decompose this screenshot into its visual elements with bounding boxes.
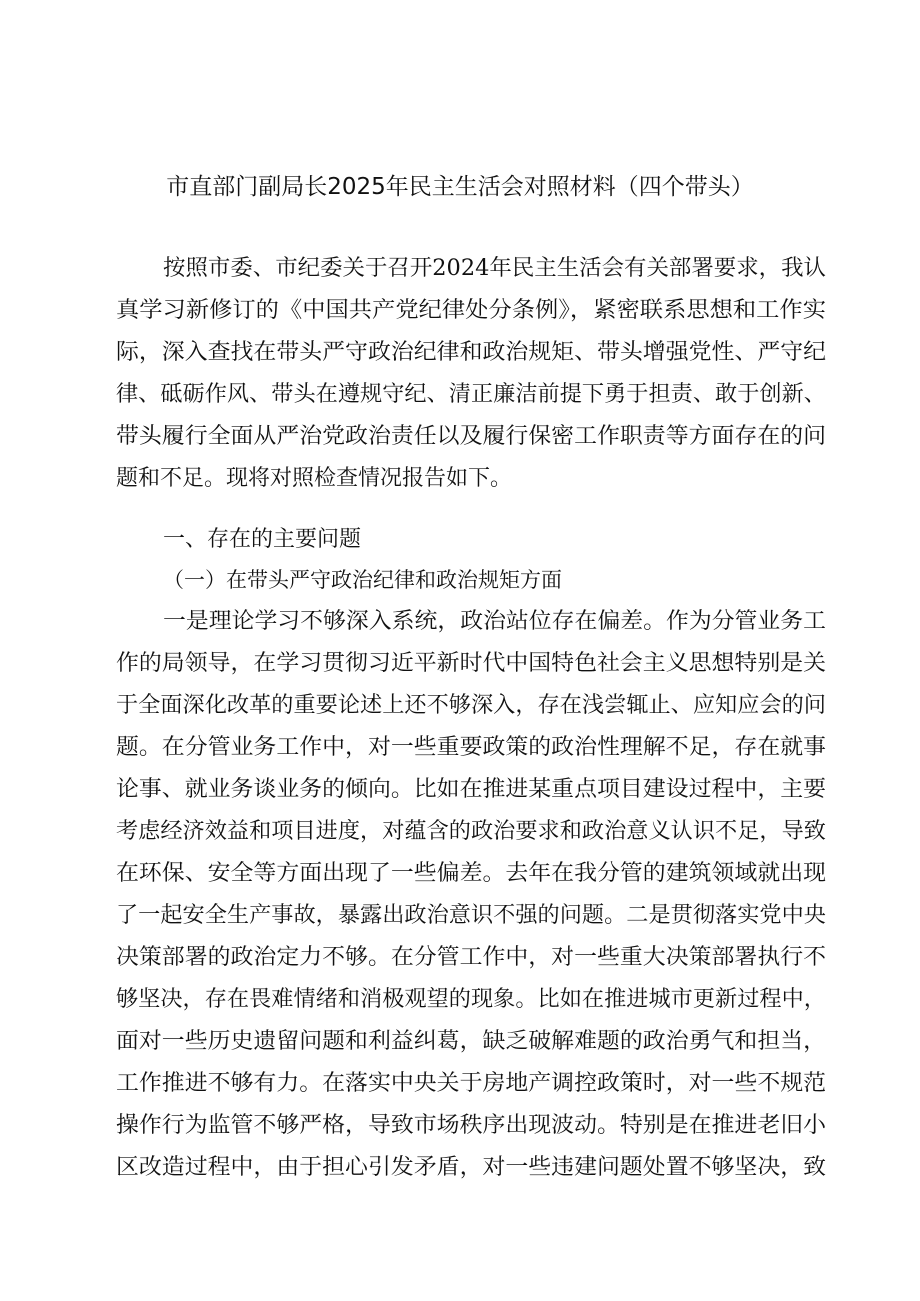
- intro-line: 真学习新修订的《中国共产党纪律处分条例》，紧密联系思想和工作实: [116, 298, 827, 323]
- body-line: 操作行为监管不够严格，导致市场秩序出现波动。特别是在推进老旧小: [116, 1113, 827, 1138]
- intro-line: 际，深入查找在带头严守政治纪律和政治规矩、带头增强党性、严守纪: [116, 340, 827, 365]
- subsection-heading: （一）在带头严守政治纪律和政治规矩方面: [163, 568, 562, 592]
- body-line: 题。在分管业务工作中，对一些重要政策的政治性理解不足，存在就事: [116, 735, 827, 760]
- intro-line: 律、砥砺作风、带头在遵规守纪、清正廉洁前提下勇于担责、敢于创新、: [116, 382, 826, 407]
- body-line: 作的局领导，在学习贯彻习近平新时代中国特色社会主义思想特别是关: [116, 651, 827, 676]
- body-line: 论事、就业务谈业务的倾向。比如在推进某重点项目建设过程中，主要: [116, 777, 827, 802]
- body-line: 面对一些历史遗留问题和利益纠葛，缺乏破解难题的政治勇气和担当，: [116, 1029, 827, 1054]
- intro-line: 题和不足。现将对照检查情况报告如下。: [116, 466, 513, 491]
- body-line: 工作推进不够有力。在落实中央关于房地产调控政策时，对一些不规范: [116, 1071, 827, 1096]
- section-heading: 一、存在的主要问题: [163, 527, 362, 552]
- body-line: 区改造过程中，由于担心引发矛盾，对一些违建问题处置不够坚决，致: [116, 1155, 827, 1180]
- body-line: 在环保、安全等方面出现了一些偏差。去年在我分管的建筑领域就出现: [116, 861, 827, 886]
- document-title: 市直部门副局长2025年民主生活会对照材料（四个带头）: [166, 174, 754, 200]
- body-line: 决策部署的政治定力不够。在分管工作中，对一些重大决策部署执行不: [116, 945, 827, 970]
- intro-line: 按照市委、市纪委关于召开2024年民主生活会有关部署要求，我认: [163, 256, 826, 281]
- body-line: 一是理论学习不够深入系统，政治站位存在偏差。作为分管业务工: [163, 609, 827, 634]
- intro-line: 带头履行全面从严治党政治责任以及履行保密工作职责等方面存在的问: [116, 424, 827, 449]
- body-line: 于全面深化改革的重要论述上还不够深入，存在浅尝辄止、应知应会的问: [116, 693, 826, 718]
- body-line: 考虑经济效益和项目进度，对蕴含的政治要求和政治意义认识不足，导致: [116, 819, 826, 844]
- body-line: 了一起安全生产事故，暴露出政治意识不强的问题。二是贯彻落实党中央: [116, 903, 826, 928]
- body-line: 够坚决，存在畏难情绪和消极观望的现象。比如在推进城市更新过程中，: [116, 987, 826, 1012]
